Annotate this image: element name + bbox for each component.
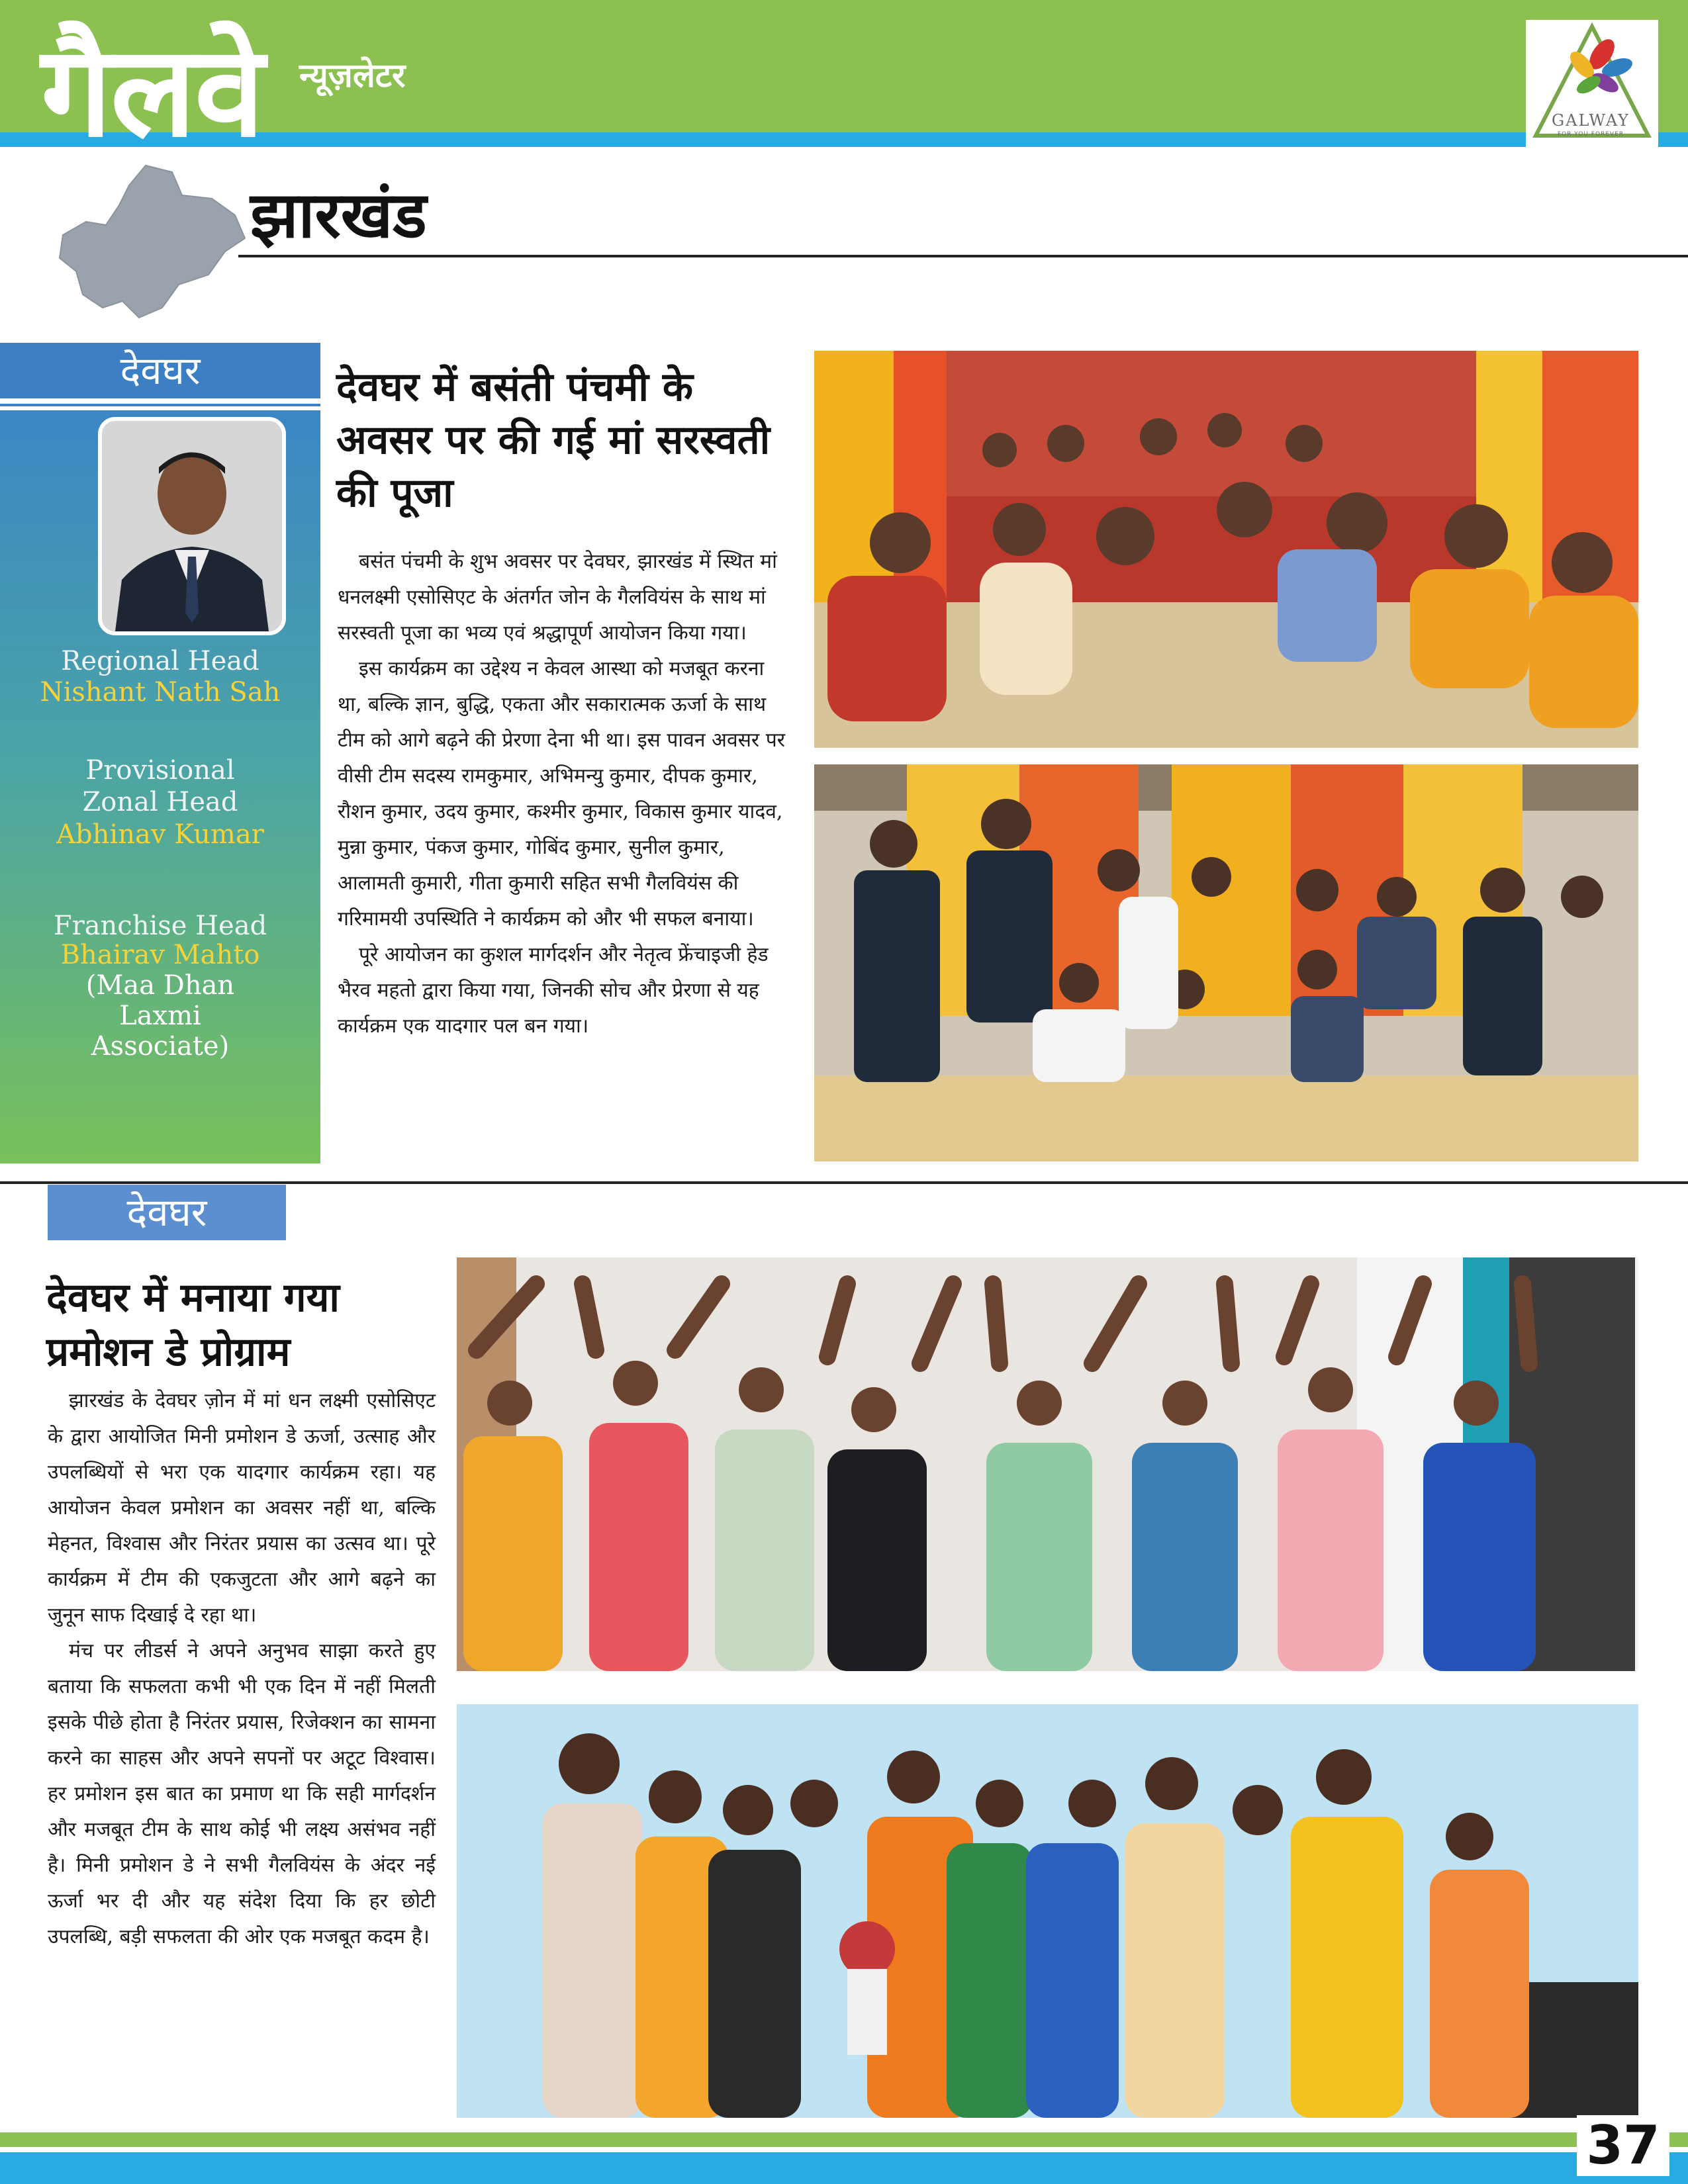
article1-paragraph: इस कार्यक्रम का उद्देश्य न केवल आस्था को मजबूत करना था, बल्कि ज्ञान, बुद्धि, एकता और सकारात्मक ऊर्जा के साथ टीम को आगे बढ़ने की प्रेरणा देना भी था। इस पावन अवसर पर वीसी टीम सदस्य रामकुमार, अभिमन्यु कुमार, दीपक कुमार, रौशन कुमार, उदय कुमार, कश्मीर कुमार, विकास कुमार यादव, मुन्ना कुमार, पंकज कुमार, गोबिंद कुमार, सुनील कुमार, आलामती कुमारी, गीता कुमारी सहित सभी गैलवियंस की गरिमामयी उपस्थिति ने कार्यक्रम को और भी सफल बनाया। xyxy=(338,657,786,931)
team-group-photo xyxy=(814,764,1638,1161)
section-divider xyxy=(0,1181,1688,1184)
article1-paragraph: बसंत पंचमी के शुभ अवसर पर देवघर, झारखंड में स्थित मां धनलक्ष्मी एसोसिएट के अंतर्गत जोन के गैलवियंस के साथ मां सरस्वती पूजा का भव्य एवं श्रद्धापूर्ण आयोजन किया गया। xyxy=(338,550,777,645)
article1-body xyxy=(338,544,794,1044)
sidebar-tag-underline xyxy=(0,404,320,406)
state-title: झारखंड xyxy=(250,178,427,252)
article2-body xyxy=(48,1383,436,1955)
name-franchise-head: Bhairav Mahto xyxy=(60,940,260,970)
article1-title: देवघर में बसंती पंचमी के अवसर पर की गई मां सरस्वती की पूजा xyxy=(336,364,771,516)
promotion-day-group-photo xyxy=(457,1257,1638,1671)
logo-tagline: FOR YOU FOREVER xyxy=(1557,131,1624,138)
newsletter-brand: गैलवे xyxy=(41,19,263,165)
jharkhand-map-icon xyxy=(46,159,258,331)
logo-text: GALWAY xyxy=(1551,111,1630,130)
newsletter-subtitle: न्यूज़लेटर xyxy=(299,56,406,95)
footer-stripe xyxy=(0,2152,1688,2184)
role-franchise-head: Franchise Head xyxy=(53,911,267,941)
name-regional-head: Nishant Nath Sah xyxy=(40,677,281,707)
regional-head-avatar xyxy=(98,417,286,635)
franchise-associate: (Maa Dhan Laxmi Associate) xyxy=(85,970,235,1062)
footer-bar xyxy=(0,2132,1688,2147)
article2-title: देवघर में मनाया गया प्रमोशन डे प्रोग्राम xyxy=(46,1275,340,1375)
state-title-rule xyxy=(238,255,1688,257)
article1-paragraph: पूरे आयोजन का कुशल मार्गदर्शन और नेतृत्व फ्रेंचाइजी हेड भैरव महतो द्वारा किया गया, जिनकी सोच और प्रेरणा से यह कार्यक्रम एक यादगार पल बन गया। xyxy=(338,943,769,1038)
sidebar-location-tag: देवघर xyxy=(0,343,320,398)
role-regional-head: Regional Head xyxy=(61,646,259,676)
name-zonal-head: Abhinav Kumar xyxy=(56,819,264,850)
felicitation-photo xyxy=(457,1704,1638,2118)
article2-location-tag: देवघर xyxy=(48,1185,286,1240)
saraswati-puja-photo xyxy=(814,351,1638,748)
article2-paragraph: झारखंड के देवघर ज़ोन में मां धन लक्ष्मी एसोसिएट के द्वारा आयोजित मिनी प्रमोशन डे ऊर्जा, उत्साह और उपलब्धियों से भरा एक यादगार कार्यक्रम रहा। यह आयोजन केवल प्रमोशन का अवसर नहीं था, बल्कि मेहनत, विश्वास और निरंतर प्रयास का उत्सव था। पूरे कार्यक्रम में टीम की एकजुटता और आगे बढ़ने का जुनून साफ दिखाई दे रहा था। xyxy=(48,1389,436,1627)
article2-paragraph: मंच पर लीडर्स ने अपने अनुभव साझा करते हुए बताया कि सफलता कभी भी एक दिन में नहीं मिलती इसके पीछे होता है निरंतर प्रयास, रिजेक्शन का सामना करने का साहस और अपने सपनों पर अटूट विश्वास। हर प्रमोशन इस बात का प्रमाण था कि सही मार्गदर्शन और मजबूत टीम के साथ कोई भी लक्ष्य असंभव नहीं है। मिनी प्रमोशन डे ने सभी गैलवियंस के अंदर नई ऊर्जा भर दी और यह संदेश दिया कि हर छोटी उपलब्धि, बड़ी सफलता की ओर एक मजबूत कदम है। xyxy=(48,1639,436,1948)
role-zonal-head: Provisional Zonal Head xyxy=(82,755,238,817)
page-number: 37 xyxy=(1577,2115,1669,2176)
